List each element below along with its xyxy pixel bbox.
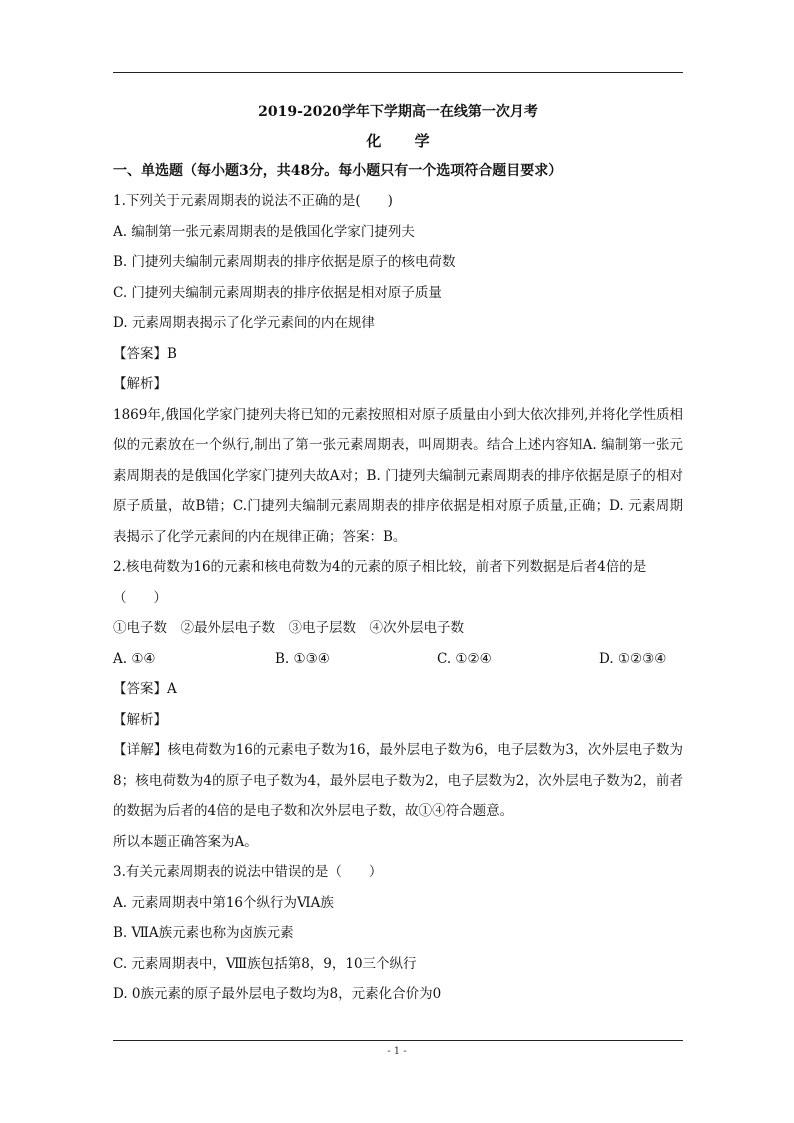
page-content [113,96,683,1010]
question-2-option-b: B. ①③④ [275,650,330,667]
question-2-analysis: 【详解】核电荷数为16的元素电子数为16，最外层电子数为6，电子层数为3，次外层电子数为8；核电荷数为4的原子电子数为4，最外层电子数为2，电子层数为2，次外层电子数为2，前者的数据为后者的4倍的是电子数和次外层电子数，故①④符合题意。 [113,742,683,819]
question-2-conclusion: 所以本题正确答案为A。 [113,833,258,850]
question-3-option-d: D. 0族元素的原子最外层电子数均为8，元素化合价为0 [113,986,442,1002]
section-title: 一、单选题（每小题3分，共48分。每小题只有一个选项符合题目要求） [113,163,563,179]
question-2-option-d: D. ①②③④ [599,650,667,667]
question-1-option-d: D. 元素周期表揭示了化学元素间的内在规律 [113,315,375,331]
question-1-option-b: B. 门捷列夫编制元素周期表的排序依据是原子的核电荷数 [113,254,456,270]
question-1-option-c: C. 门捷列夫编制元素周期表的排序依据是相对原子质量 [113,284,442,301]
question-3-option-b: B. ⅦA族元素也称为卤族元素 [113,925,294,941]
question-1-answer: 【答案】B [113,345,177,362]
question-2-option-a: A. ①④ [113,650,156,667]
question-2-options [113,644,683,675]
question-2-items: ①电子数 ②最外层电子数 ③电子层数 ④次外层电子数 [113,620,464,636]
question-1-analysis-label: 【解析】 [113,376,167,392]
question-3-option-c: C. 元素周期表中，Ⅷ族包括第8，9，10三个纵行 [113,955,417,972]
footer-rule [113,1040,683,1041]
question-2-stem-line2: （ ） [113,589,167,606]
question-3-stem: 3.有关元素周期表的说法中错误的是（ ） [113,864,383,880]
question-1-analysis: 1869年,俄国化学家门捷列夫将已知的元素按照相对原子质量由小到大依次排列,并将化学性质相似的元素放在一个纵行,制出了第一张元素周期表，叫周期表。结合上述内容知A. 编制第一张元素周期表的是俄国化学家门捷列夫故A对；B. 门捷列夫编制元素周期表的排序依据是原子的相对原子质量，故B错；C.门捷列夫编制元素周期表的排序依据是相对原子质量,正确；D. 元素周期表揭示了化学元素间的内在规律正确；答案：B。 [113,406,683,545]
question-1-stem: 1.下列关于元素周期表的说法不正确的是( ) [113,193,393,209]
question-2-answer: 【答案】A [113,681,177,697]
page-number: - 1 - [387,1046,407,1057]
question-2-stem-line1: 2.核电荷数为16的元素和核电荷数为4的元素的原子相比较，前者下列数据是后者4倍的是 [113,559,647,575]
exam-title: 2019-2020学年下学期高一在线第一次月考 [258,104,538,120]
question-2-analysis-label: 【解析】 [113,711,167,728]
subject-title: 化 学 [366,132,444,150]
question-2-option-c: C. ①②④ [437,650,492,667]
header-rule [113,72,683,73]
question-3-option-a: A. 元素周期表中第16个纵行为ⅥA族 [113,894,334,911]
question-1-option-a: A. 编制第一张元素周期表的是俄国化学家门捷列夫 [113,223,415,240]
